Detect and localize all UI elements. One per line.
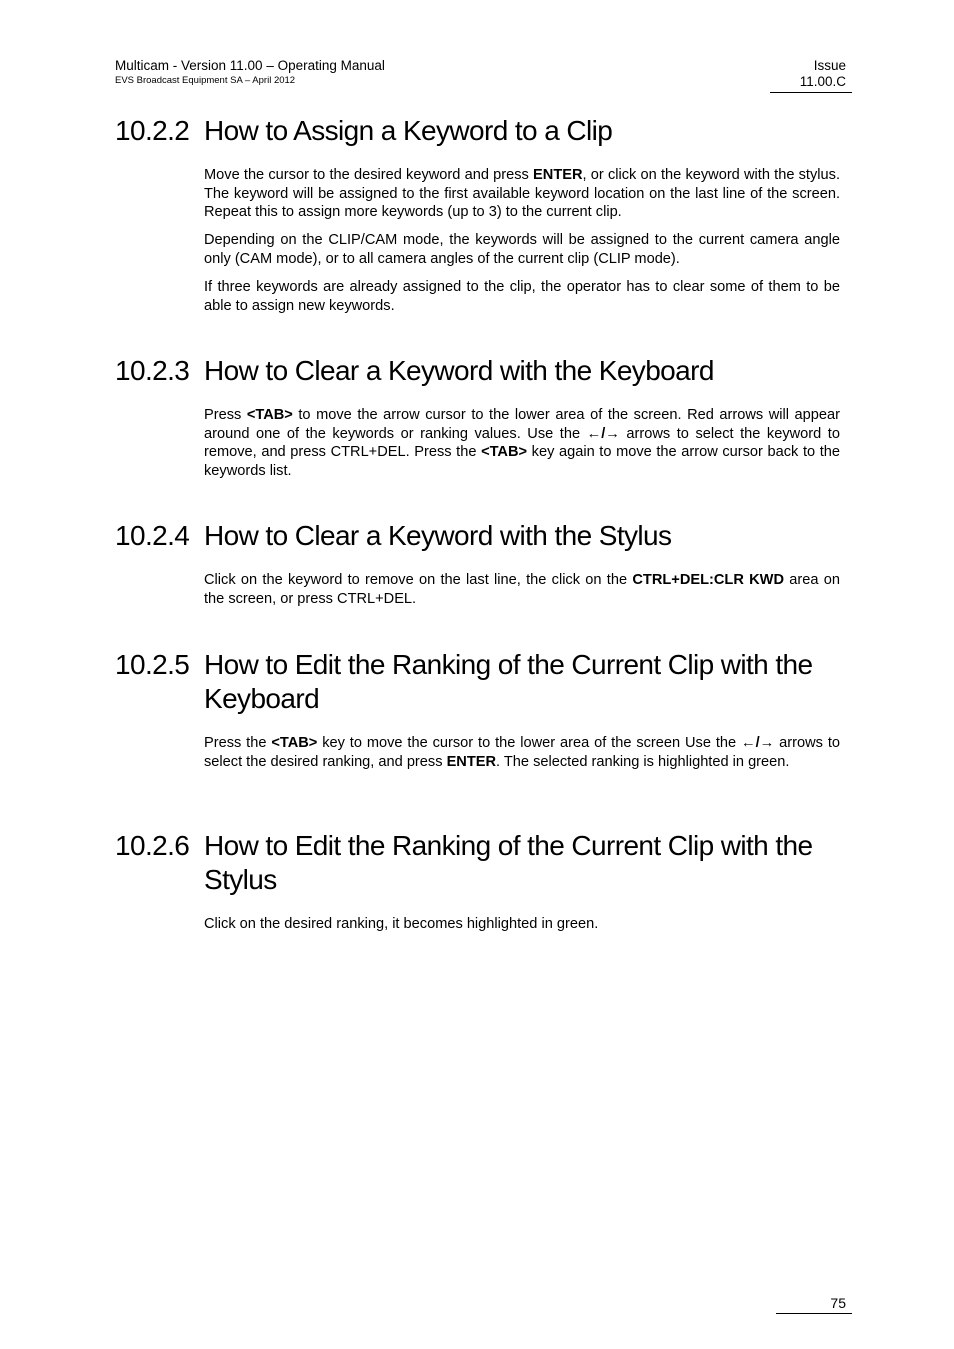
- bold-term: <TAB>: [481, 444, 528, 460]
- arrow-keys: ←/→: [741, 735, 775, 751]
- issue-block: [770, 58, 852, 93]
- section-title: How to Clear a Keyword with the Keyboard: [204, 355, 714, 386]
- bold-term: ENTER: [533, 167, 583, 183]
- section-heading-10-2-5: [115, 648, 835, 716]
- section-heading-10-2-2: [115, 114, 835, 148]
- page-number: [776, 1294, 852, 1314]
- section-number: 10.2.3: [115, 355, 190, 386]
- text-run: key again to move the arrow cursor back to the keywords list.: [204, 444, 841, 479]
- section-heading-10-2-4: [115, 519, 835, 553]
- text-run: key to move the cursor to the lower area of the screen Use the: [317, 735, 742, 751]
- bold-term: ENTER: [446, 753, 497, 770]
- paragraph: [204, 406, 840, 480]
- text-run: Move the cursor to the desired keyword and press: [204, 167, 534, 183]
- text-run: , or click on the keyword with the stylus. The keyword will be assigned to the first available keyword location on the last line of the screen. Repeat this to assign more keywords (up to 3) to the current clip.: [204, 167, 840, 220]
- page-number-text: 75: [830, 1295, 846, 1311]
- section-title: How to Edit the Ranking of the Current Clip with the Keyboard: [204, 649, 813, 714]
- text-run: Press the: [204, 735, 272, 751]
- bold-term: CTRL+DEL:CLR KWD: [632, 572, 784, 588]
- text-run: to move the arrow cursor to the lower area of the screen. Red arrows will appear around one of the keywords or ranking values. Use the: [204, 407, 840, 442]
- bold-term: <TAB>: [246, 407, 293, 423]
- issue-label: Issue: [813, 58, 846, 73]
- section-number: 10.2.6: [115, 830, 190, 861]
- section-heading-10-2-6: [115, 829, 835, 897]
- section-heading-10-2-3: [115, 354, 835, 388]
- issue-value: 11.00.C: [799, 74, 846, 89]
- paragraph: If three keywords are already assigned to the clip, the operator has to clear some of them to be able to assign new keywords.: [204, 279, 840, 314]
- section-title: How to Edit the Ranking of the Current Clip with the Stylus: [204, 830, 813, 895]
- text-run: arrows to select the keyword to remove, and press CTRL+DEL. Press the: [204, 425, 840, 460]
- paragraph: Depending on the CLIP/CAM mode, the keywords will be assigned to the current camera angle only (CAM mode), or to all camera angles of the current clip (CLIP mode).: [204, 232, 840, 267]
- text-run: Press: [204, 407, 247, 423]
- section-number: 10.2.2: [115, 115, 190, 146]
- paragraph: [204, 734, 840, 771]
- arrow-keys: ←/→: [586, 425, 620, 442]
- publisher-line: EVS Broadcast Equipment SA – April 2012: [115, 75, 296, 86]
- document-title: Multicam - Version 11.00 – Operating Manual: [115, 58, 385, 73]
- bold-term: <TAB>: [271, 735, 318, 751]
- text-run: Click on the keyword to remove on the last line, the click on the: [204, 572, 633, 588]
- paragraph: [204, 166, 840, 222]
- page-header: [115, 58, 385, 87]
- text-run: arrows to select the desired ranking, and press: [204, 735, 840, 770]
- section-title: How to Clear a Keyword with the Stylus: [204, 520, 672, 551]
- paragraph: [204, 571, 840, 608]
- section-number: 10.2.5: [115, 649, 190, 680]
- text-run: . The selected ranking is highlighted in green.: [496, 753, 790, 770]
- text-run: area on the screen, or press CTRL+DEL.: [204, 572, 840, 607]
- section-number: 10.2.4: [115, 520, 190, 551]
- section-title: How to Assign a Keyword to a Clip: [204, 115, 613, 146]
- paragraph: Click on the desired ranking, it becomes highlighted in green.: [204, 916, 599, 932]
